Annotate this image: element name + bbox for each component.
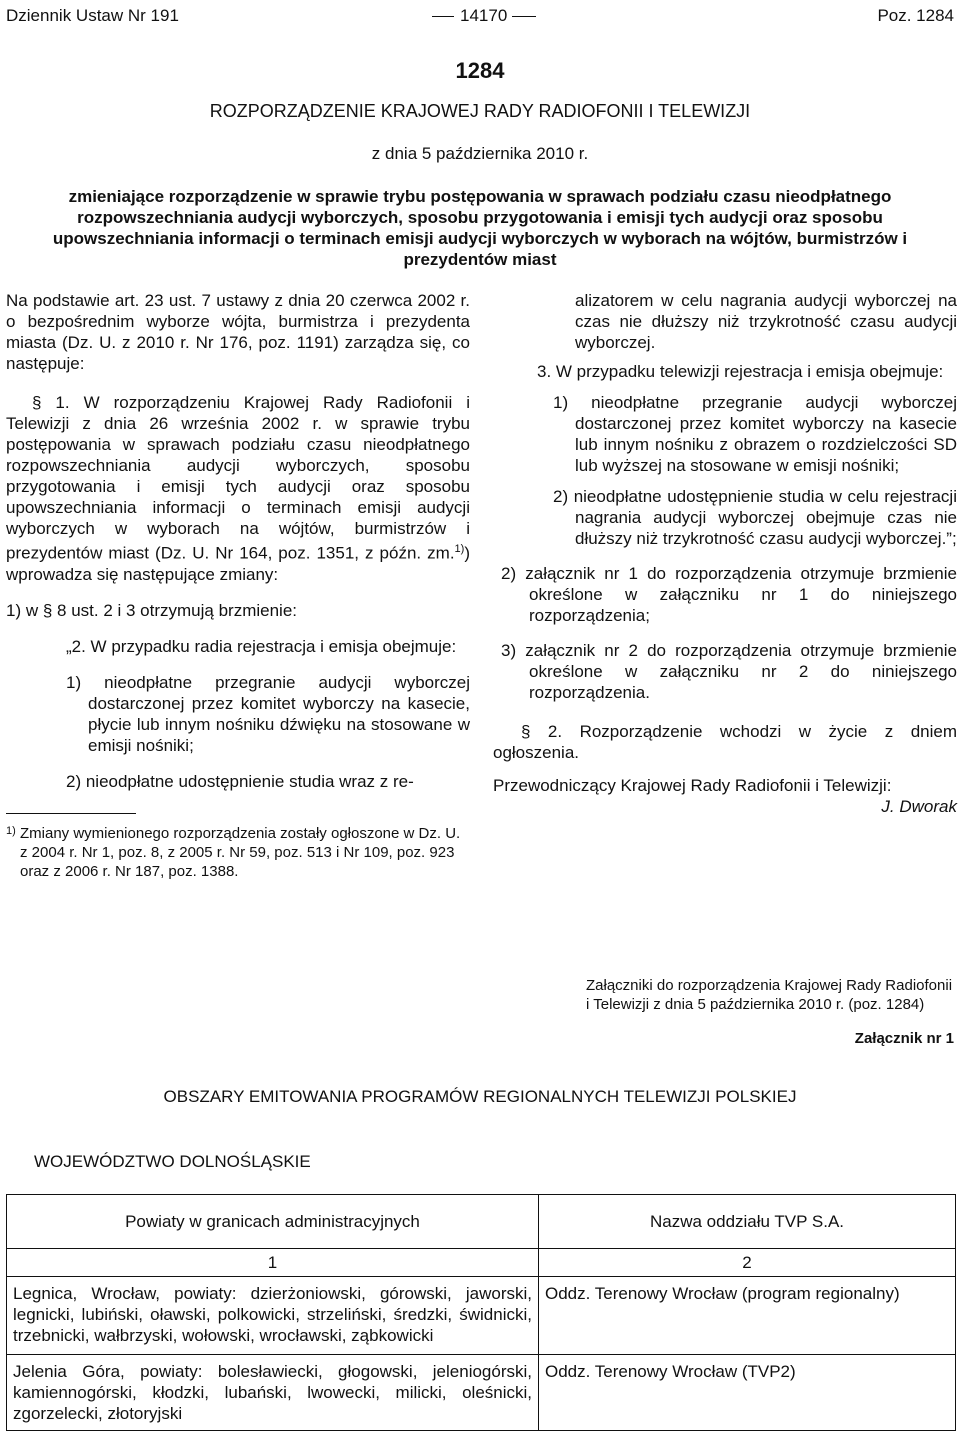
legal-basis: Na podstawie art. 23 ust. 7 ustawy z dnia 20 czerwca 2002 r. o bezpośrednim wyborze wójta, burmistrza i prezydenta miasta (Dz. U. z 2010 r. Nr 176, poz. 1191) zarządza się, co następuje: — [6, 291, 470, 373]
table-row — [7, 1277, 956, 1355]
table-header-row — [7, 1195, 956, 1249]
document-subject: zmieniające rozporządzenie w sprawie trybu postępowania w sprawach podziału czasu nieodpłatnego rozpowszechniania audycji wyborczych, sposobu przygotowania i emisji tych audycji oraz sposobu upowszechniania informacji o terminach emisji audycji wyborczych w wyborach na wójtów, burmistrzów i prezydentów miast — [52, 187, 908, 269]
header-rule-right — [512, 16, 536, 17]
footnote-ref: 1) — [454, 543, 465, 555]
header-rule-left — [432, 16, 454, 17]
col-header-branch: Nazwa oddziału TVP S.A. — [539, 1195, 956, 1249]
item-3: 3) załącznik nr 2 do rozporządzenia otrzymuje brzmienie określone w załączniku nr 2 do niniejszego rozporządzenia. — [501, 641, 957, 702]
quote-cont: alizatorem w celu nagrania audycji wyborczej na czas nie dłuższy niż trzykrotność czasu audycji wyborczej. — [575, 291, 957, 352]
quote-par-2-item-1: 1) nieodpłatne przegranie audycji wyborczej dostarczonej przez komitet wyborczy na kasecie, płycie lub innym nośniku dźwięku na stosowane w emisji nośniki; — [66, 672, 470, 755]
quote-par-2-item-2: 2) nieodpłatne udostępnienie studia wraz z re- — [66, 771, 414, 791]
annex-title: OBSZARY EMITOWANIA PROGRAMÓW REGIONALNYCH TELEWIZJI POLSKIEJ — [163, 1087, 797, 1106]
footnote-text: Zmiany wymienionego rozporządzenia zostały ogłoszone w Dz. U. z 2004 r. Nr 1, poz. 8, z 2005 r. Nr 59, poz. 513 i Nr 109, poz. 923 oraz z 2006 r. Nr 187, poz. 1388. — [20, 825, 461, 880]
position-number: Poz. 1284 — [877, 6, 954, 25]
table-number-row — [7, 1249, 956, 1277]
quote-par-3-item-1: 1) nieodpłatne przegranie audycji wyborczej dostarczonej przez komitet wyborczy na kasecie lub innym nośniku z obrazem o rozdzielczości SD lub wyższej na stosowane w emisji nośniki; — [553, 393, 957, 475]
row-2-branch: Oddz. Terenowy Wrocław (TVP2) — [539, 1355, 956, 1431]
quote-par-3: 3. W przypadku telewizji rejestracja i emisja obejmuje: — [537, 362, 944, 381]
document-date: z dnia 5 października 2010 r. — [371, 144, 589, 163]
col-header-areas: Powiaty w granicach administracyjnych — [7, 1195, 539, 1249]
quote-par-2: „2. W przypadku radia rejestracja i emisja obejmuje: — [66, 636, 457, 656]
document-number: 1284 — [455, 58, 505, 83]
item-2: 2) załącznik nr 1 do rozporządzenia otrzymuje brzmienie określone w załączniku nr 1 do niniejszego rozporządzenia; — [501, 564, 957, 625]
signature: J. Dworak — [881, 797, 957, 816]
region-name: WOJEWÓDZTWO DOLNOŚLĄSKIE — [34, 1152, 311, 1171]
paragraph-1-end: ) wprowadza się następujące zmiany: — [6, 543, 470, 584]
tvp-table — [6, 1194, 956, 1431]
annex-note: Załączniki do rozporządzenia Krajowej Rady Radiofonii i Telewizji z dnia 5 października 2010 r. (poz. 1284) — [586, 977, 953, 1013]
footnote-mark: 1) — [6, 825, 16, 837]
paragraph-1-text: § 1. W rozporządzeniu Krajowej Rady Radiofonii i Telewizji z dnia 26 września 2002 r. w sprawie trybu postępowania w sprawach podziału czasu nieodpłatnego rozpowszechniania audycji wyborczych, sposobu przygotowania i emisji tych audycji oraz sposobu upowszechniania informacji o terminach emisji audycji wyborczych w wyborach na wójtów, burmistrzów i prezydentów miast (Dz. U. Nr 164, poz. 1351, z późn. zm. — [6, 393, 470, 563]
row-1-areas: Legnica, Wrocław, powiaty: dzierżoniowski, górowski, jaworski, legnicki, lubiński, oławski, polkowicki, strzeliński, średzki, świdnicki, trzebnicki, wałbrzyski, wołowski, wrocławski, ząbkowicki — [7, 1277, 539, 1355]
annex-label: Załącznik nr 1 — [854, 1030, 954, 1047]
paragraph-1 — [6, 392, 470, 585]
item-1: 1) w § 8 ust. 2 i 3 otrzymują brzmienie: — [6, 600, 298, 620]
document-title: ROZPORZĄDZENIE KRAJOWEJ RADY RADIOFONII I TELEWIZJI — [209, 101, 751, 121]
right-column — [493, 290, 957, 817]
footnote-rule — [6, 813, 136, 814]
left-column — [6, 290, 470, 792]
paragraph-2: § 2. Rozporządzenie wchodzi w życie z dniem ogłoszenia. — [493, 722, 957, 762]
row-1-branch: Oddz. Terenowy Wrocław (program regionalny) — [539, 1277, 956, 1355]
quote-par-3-item-2: 2) nieodpłatne udostępnienie studia w celu rejestracji nagrania audycji wyborczej obejmuje czas nie dłuższy niż trzykrotność czasu audycji wyborczej.”; — [553, 487, 957, 548]
table-row — [7, 1355, 956, 1431]
col-number-2: 2 — [539, 1249, 956, 1277]
col-number-1: 1 — [7, 1249, 539, 1277]
row-2-areas: Jelenia Góra, powiaty: bolesławiecki, głogowski, jeleniogórski, kamiennogórski, kłodzki, lubański, lwowecki, milicki, oleśnicki, zgorzelecki, złotoryjski — [7, 1355, 539, 1431]
signer: Przewodniczący Krajowej Rady Radiofonii i Telewizji: — [493, 776, 892, 795]
page-number: 14170 — [460, 6, 508, 25]
journal-name: Dziennik Ustaw Nr 191 — [6, 6, 179, 25]
footnote — [6, 824, 470, 881]
